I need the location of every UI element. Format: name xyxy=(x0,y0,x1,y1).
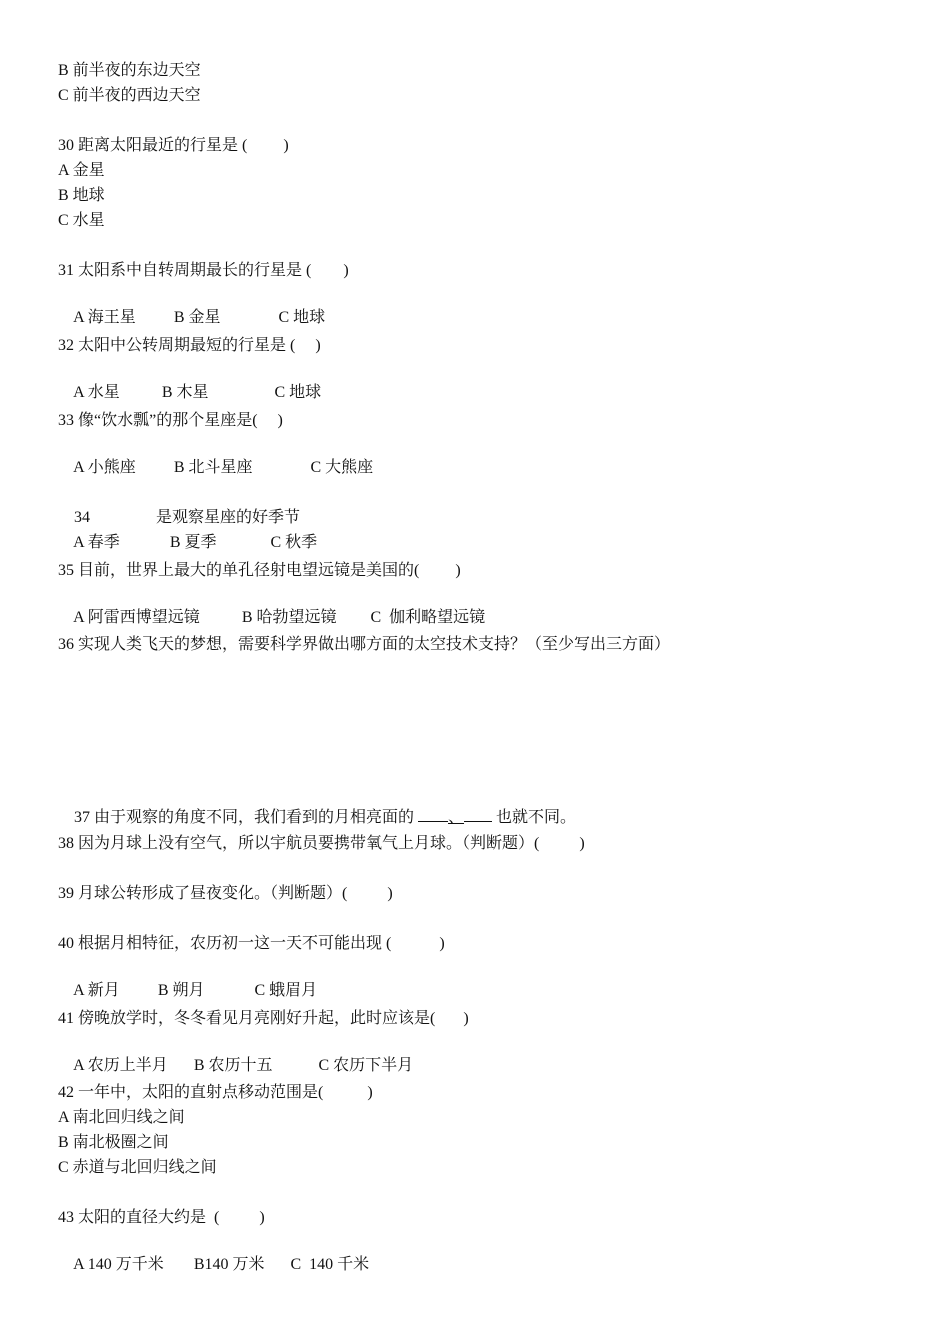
q40-question: 40 根据月相特征，农历初一这一天不可能出现 ( ) xyxy=(58,935,445,952)
q37-suffix: 也就不同。 xyxy=(492,809,577,826)
q32-option-a: A 水星 xyxy=(73,384,120,401)
q40-options xyxy=(58,958,318,999)
q33-option-c: C 大熊座 xyxy=(310,459,374,476)
q37-blank-2[interactable] xyxy=(464,806,492,822)
q35-option-c: C 伽利略望远镜 xyxy=(370,609,486,626)
q40-option-b: B 朔月 xyxy=(157,982,205,999)
q37-separator: 、 xyxy=(448,809,465,826)
q37-question xyxy=(58,784,577,826)
q35-option-a: A 阿雷西博望远镜 xyxy=(73,609,200,626)
q32-options xyxy=(58,360,322,401)
q33-options xyxy=(58,435,374,476)
q41-option-a: A 农历上半月 xyxy=(73,1057,168,1074)
q42-option-a: A 南北回归线之间 xyxy=(58,1109,185,1126)
q34-number: 34 xyxy=(74,509,90,526)
q42-option-c: C 赤道与北回归线之间 xyxy=(58,1159,217,1176)
q32-option-c: C 地球 xyxy=(274,384,322,401)
q35-question: 35 目前，世界上最大的单孔径射电望远镜是美国的( ) xyxy=(58,562,461,579)
q33-question: 33 像“饮水瓢”的那个星座是( ) xyxy=(58,412,283,429)
q33-option-a: A 小熊座 xyxy=(73,459,136,476)
q35-option-b: B 哈勃望远镜 xyxy=(241,609,337,626)
q31-option-c: C 地球 xyxy=(278,309,326,326)
q43-option-c: C 140 千米 xyxy=(290,1256,370,1273)
q29-option-b: B 前半夜的东边天空 xyxy=(58,62,201,79)
q31-option-a: A 海王星 xyxy=(73,309,136,326)
q35-options xyxy=(58,585,486,626)
q42-question: 42 一年中，太阳的直射点移动范围是( ) xyxy=(58,1084,373,1101)
q37-blank-1[interactable] xyxy=(418,806,448,822)
q31-question: 31 太阳系中自转周期最长的行星是 ( ) xyxy=(58,262,349,279)
q41-option-c: C 农历下半月 xyxy=(318,1057,414,1074)
q30-question: 30 距离太阳最近的行星是 ( ) xyxy=(58,137,289,154)
q41-question: 41 傍晚放学时，冬冬看见月亮刚好升起，此时应该是( ) xyxy=(58,1010,469,1027)
q41-options xyxy=(58,1033,414,1074)
q38-question: 38 因为月球上没有空气，所以宇航员要携带氧气上月球。（判断题）( ) xyxy=(58,835,585,852)
q31-options xyxy=(58,285,326,326)
q32-option-b: B 木星 xyxy=(161,384,209,401)
q34-option-c: C 秋季 xyxy=(270,534,318,551)
q34-question xyxy=(58,485,301,526)
q43-options xyxy=(58,1232,370,1273)
q34-stem: 是观察星座的好季节 xyxy=(156,509,301,526)
q40-option-c: C 蛾眉月 xyxy=(254,982,318,999)
q43-option-b: B140 万米 xyxy=(193,1256,265,1273)
q41-option-b: B 农历十五 xyxy=(193,1057,273,1074)
q37-prefix: 37 由于观察的角度不同，我们看到的月相亮面的 xyxy=(74,809,419,826)
q34-option-a: A 春季 xyxy=(73,534,120,551)
q29-option-c: C 前半夜的西边天空 xyxy=(58,87,201,104)
q30-option-a: A 金星 xyxy=(58,162,105,179)
q42-option-b: B 南北极圈之间 xyxy=(58,1134,169,1151)
q36-answer-space[interactable] xyxy=(58,658,878,778)
q32-question: 32 太阳中公转周期最短的行星是 ( ) xyxy=(58,337,321,354)
q36-question: 36 实现人类飞天的梦想，需要科学界做出哪方面的太空技术支持？（至少写出三方面） xyxy=(58,636,671,653)
q39-question: 39 月球公转形成了昼夜变化。（判断题）( ) xyxy=(58,885,393,902)
q31-option-b: B 金星 xyxy=(173,309,221,326)
q34-option-b: B 夏季 xyxy=(169,534,217,551)
q30-option-c: C 水星 xyxy=(58,212,105,229)
q34-options xyxy=(58,510,318,551)
q40-option-a: A 新月 xyxy=(73,982,120,999)
q43-question: 43 太阳的直径大约是 ( ) xyxy=(58,1209,265,1226)
q30-option-b: B 地球 xyxy=(58,187,105,204)
q33-option-b: B 北斗星座 xyxy=(173,459,253,476)
q43-option-a: A 140 万千米 xyxy=(73,1256,164,1273)
